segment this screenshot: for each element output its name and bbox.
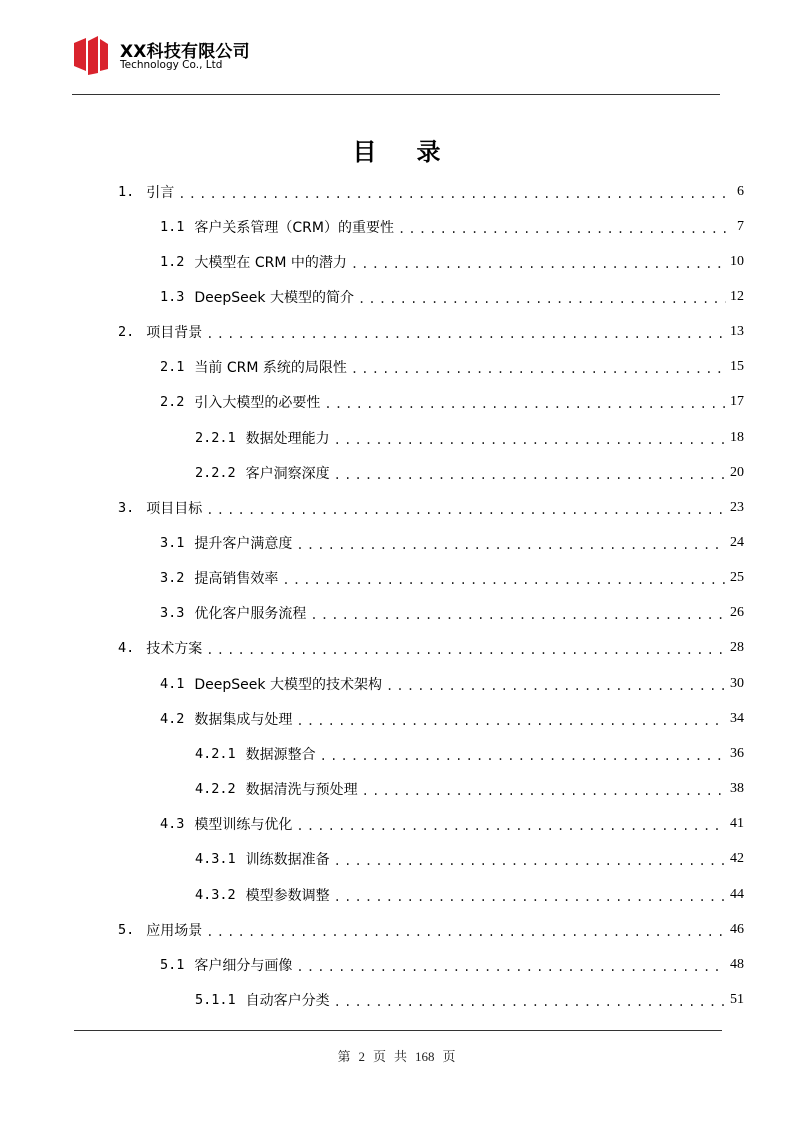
footer-divider <box>74 1030 722 1031</box>
toc-entry-title: 提升客户满意度 <box>194 536 293 552</box>
toc-entry[interactable] <box>195 455 744 490</box>
toc-entry-title: 项目目标 <box>146 500 203 517</box>
toc-entry-number: 2.2 <box>160 394 185 411</box>
toc-entry-title: 数据清洗与预处理 <box>245 782 358 799</box>
toc-entry-title: 模型参数调整 <box>245 887 330 904</box>
toc-entry-number: 5.1.1 <box>195 991 236 1008</box>
toc-entry-page: 13 <box>730 324 744 340</box>
toc-entry[interactable] <box>160 701 744 736</box>
toc-entry-number: 4.2.1 <box>195 745 236 762</box>
toc-entry-number: 2. <box>118 324 135 341</box>
toc-leader-dots <box>206 925 726 939</box>
toc-entry-page: 30 <box>730 675 744 691</box>
toc-entry-number: 1. <box>118 183 135 200</box>
toc-leader-dots <box>282 573 726 587</box>
toc-leader-dots <box>351 362 726 376</box>
toc-entry-page: 17 <box>730 394 744 410</box>
toc-entry-title: 客户洞察深度 <box>245 465 330 482</box>
toc-entry-page: 42 <box>730 851 744 867</box>
toc-entry[interactable] <box>160 526 744 561</box>
toc-entry[interactable] <box>118 631 744 666</box>
toc-entry-page: 51 <box>730 991 744 1007</box>
toc-entry-title: 优化客户服务流程 <box>194 606 307 623</box>
toc-entry-page: 36 <box>730 745 744 761</box>
toc-entry[interactable] <box>118 315 744 350</box>
toc-entry-page: 10 <box>730 253 744 269</box>
toc-entry-number: 4.3 <box>160 816 185 833</box>
toc-leader-dots <box>351 257 726 271</box>
toc-entry-page: 48 <box>730 956 744 972</box>
toc-entry[interactable] <box>160 947 744 982</box>
toc-leader-dots <box>334 433 726 447</box>
toc-entry-page: 23 <box>730 499 744 515</box>
toc-leader-dots <box>206 327 726 341</box>
company-logo-icon <box>74 35 108 75</box>
toc-entry[interactable] <box>195 842 744 877</box>
toc-entry-page: 26 <box>730 605 744 621</box>
toc-leader-dots <box>334 995 726 1009</box>
toc-entry[interactable] <box>160 350 744 385</box>
toc-entry-number: 3. <box>118 499 135 516</box>
toc-leader-dots <box>296 538 726 552</box>
toc-leader-dots <box>358 292 726 306</box>
toc-entry-number: 5.1 <box>160 956 185 973</box>
toc-entry-page: 20 <box>730 464 744 480</box>
toc-entry[interactable] <box>195 772 744 807</box>
toc-entry-number: 1.2 <box>160 253 185 270</box>
toc-entry[interactable] <box>160 561 744 596</box>
toc-leader-dots <box>206 643 726 657</box>
toc-entry[interactable] <box>160 385 744 420</box>
toc-entry-number: 5. <box>118 921 135 938</box>
toc-entry-page: 41 <box>730 816 744 832</box>
toc-entry-title: 自动客户分类 <box>245 992 330 1009</box>
toc-entry-number: 4. <box>118 640 135 657</box>
company-subtitle: Technology Co., Ltd <box>120 59 223 71</box>
toc-leader-dots <box>334 854 726 868</box>
toc-leader-dots <box>398 222 730 236</box>
toc-entry[interactable] <box>160 596 744 631</box>
toc-entry[interactable] <box>195 736 744 771</box>
toc-entry-page: 34 <box>730 710 744 726</box>
toc-entry-number: 2.2.1 <box>195 429 236 446</box>
toc-entry[interactable] <box>160 244 744 279</box>
toc-entry-page: 12 <box>730 288 744 304</box>
toc-leader-dots <box>296 714 726 728</box>
toc-leader-dots <box>386 679 726 693</box>
toc-leader-dots <box>334 890 726 904</box>
toc-entry-title: 训练数据准备 <box>245 852 330 869</box>
footer-page-word: 页 <box>372 1049 386 1064</box>
toc-entry[interactable] <box>118 174 744 209</box>
toc-entry[interactable] <box>118 912 744 947</box>
toc-entry[interactable] <box>160 666 744 701</box>
toc-entry-title: 大模型在 CRM 中的潜力 <box>194 254 347 271</box>
toc-entry-title: 应用场景 <box>146 922 203 939</box>
toc-entry-number: 2.2.2 <box>195 464 236 481</box>
footer-prefix: 第 <box>337 1049 351 1064</box>
page-header <box>74 30 374 80</box>
toc-entry-page: 6 <box>737 183 744 199</box>
toc-entry-number: 2.1 <box>160 359 185 376</box>
footer-total-word: 共 <box>394 1049 408 1064</box>
toc-entry-page: 28 <box>730 640 744 656</box>
toc-entry-number: 1.1 <box>160 218 185 235</box>
toc-entry-number: 1.3 <box>160 288 185 305</box>
toc-leader-dots <box>310 608 726 622</box>
toc-entry-page: 44 <box>730 886 744 902</box>
toc-entry-page: 15 <box>730 359 744 375</box>
toc-leader-dots <box>324 397 726 411</box>
toc-entry-page: 24 <box>730 535 744 550</box>
page-title: 目录 <box>352 138 481 166</box>
toc-leader-dots <box>178 187 730 201</box>
header-divider <box>72 94 720 95</box>
toc-entry[interactable] <box>160 807 744 842</box>
toc-entry-title: 数据集成与处理 <box>194 711 293 728</box>
toc-entry-title: 引入大模型的必要性 <box>194 395 321 412</box>
toc-entry[interactable] <box>160 209 744 244</box>
toc-entry-number: 3.3 <box>160 605 185 622</box>
toc-entry-title: 模型训练与优化 <box>194 817 293 834</box>
toc-entry[interactable] <box>118 490 744 525</box>
toc-entry-title: 客户细分与画像 <box>194 957 293 974</box>
toc-leader-dots <box>320 749 726 763</box>
toc-entry-title: 提高销售效率 <box>194 571 279 588</box>
toc-entry[interactable] <box>195 420 744 455</box>
toc-entry-page: 7 <box>737 218 744 234</box>
toc-entry-title: 项目背景 <box>146 325 203 342</box>
footer-total-pages: 168 <box>415 1049 435 1064</box>
footer-suffix: 页 <box>442 1049 456 1064</box>
page-footer <box>0 1046 793 1065</box>
toc-leader-dots <box>334 468 726 482</box>
toc-entry-title: DeepSeek 大模型的技术架构 <box>194 676 382 693</box>
toc-entry-number: 3.2 <box>160 570 185 587</box>
toc-entry-page: 25 <box>730 570 744 586</box>
toc-entry-title: DeepSeek 大模型的简介 <box>194 289 354 306</box>
footer-current-page: 2 <box>358 1049 365 1064</box>
toc-leader-dots <box>296 819 726 833</box>
toc-leader-dots <box>296 960 726 974</box>
toc-entry-title: 客户关系管理（CRM）的重要性 <box>194 219 394 236</box>
toc-entry-page: 46 <box>730 921 744 937</box>
toc-entry[interactable] <box>195 982 744 1017</box>
toc-entry-title: 技术方案 <box>146 641 203 658</box>
toc-entry[interactable] <box>195 877 744 912</box>
company-name: XX科技有限公司 <box>120 42 250 62</box>
toc-entry-title: 引言 <box>146 184 175 201</box>
toc-entry-number: 4.2.2 <box>195 781 236 798</box>
toc-leader-dots <box>206 503 726 517</box>
toc-entry-title: 数据源整合 <box>245 746 316 763</box>
toc-entry-number: 4.2 <box>160 710 185 727</box>
toc-entry-number: 4.3.1 <box>195 851 236 868</box>
toc-entry[interactable] <box>160 279 744 314</box>
toc-entry-number: 4.3.2 <box>195 886 236 903</box>
toc-entry-title: 数据处理能力 <box>245 430 330 447</box>
toc-entry-page: 38 <box>730 781 744 797</box>
toc-entry-page: 18 <box>730 429 744 445</box>
toc-leader-dots <box>362 784 726 798</box>
toc-entry-number: 4.1 <box>160 675 185 692</box>
toc-entry-title: 当前 CRM 系统的局限性 <box>194 360 347 377</box>
toc-entry-number: 3.1 <box>160 535 185 551</box>
